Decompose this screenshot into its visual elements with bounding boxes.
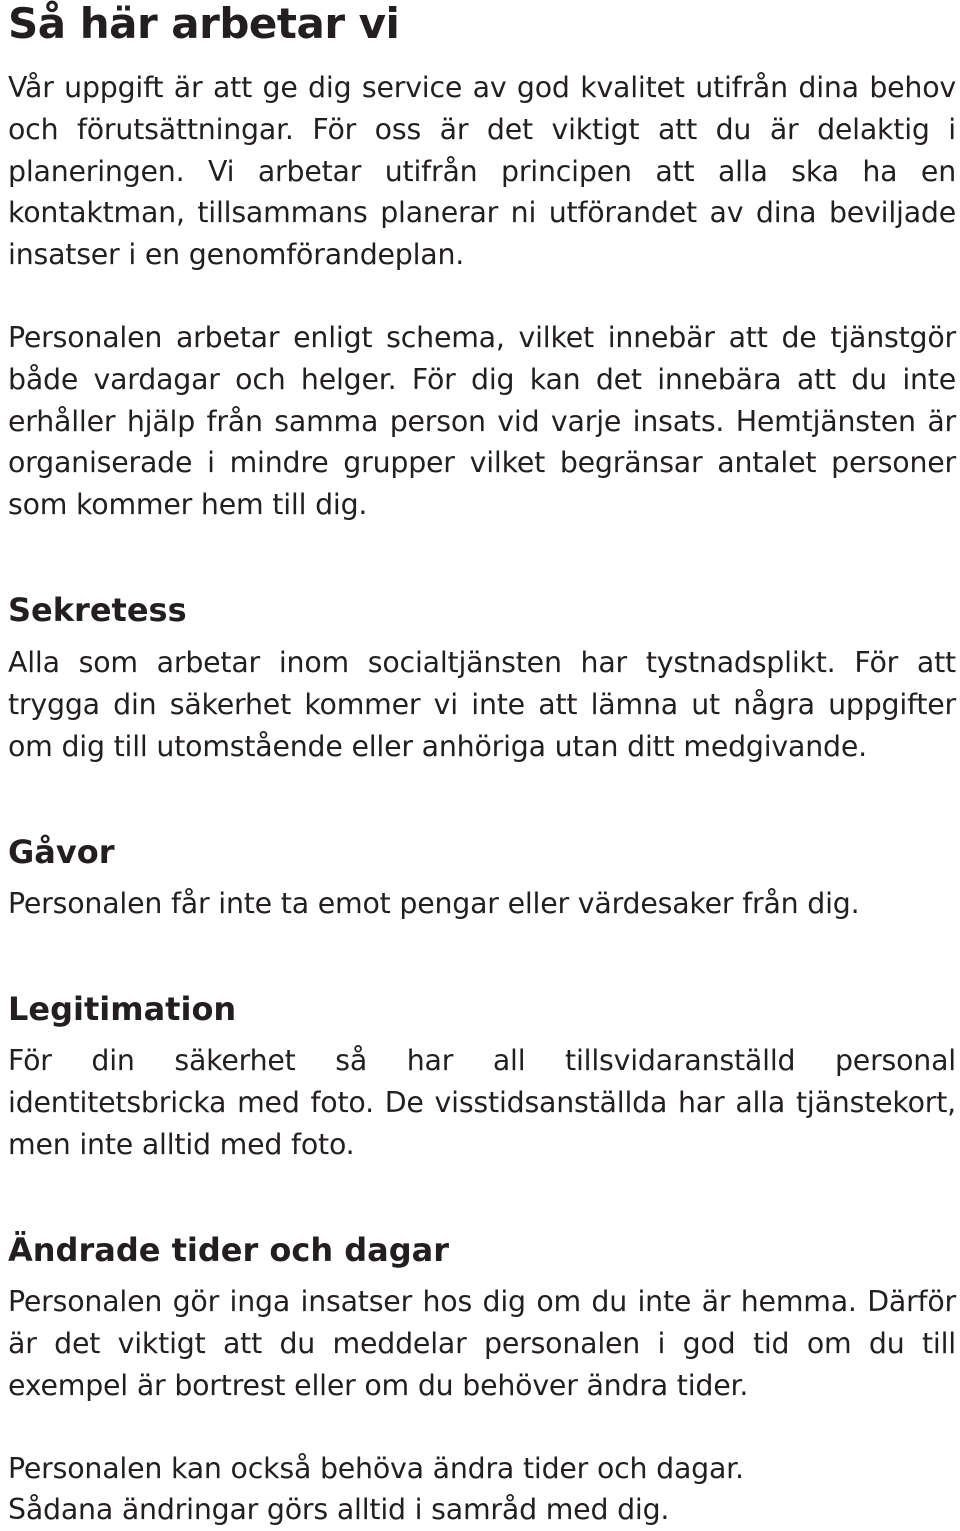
page-title: Så här arbetar vi <box>8 0 400 48</box>
andrade-tider-extra-line-1: Personalen kan också behöva ändra tider och dagar. <box>8 1452 744 1485</box>
section-heading-sekretess: Sekretess <box>8 591 187 629</box>
section-text-legitimation: För din säkerhet så har all tillsvidaranställd personal identitetsbricka med foto. De visstidsanställda har alla tjänstekort, men inte alltid med foto. <box>8 1044 956 1161</box>
section-text-sekretess: Alla som arbetar inom socialtjänsten har tystnadsplikt. För att trygga din säkerhet kommer vi inte att lämna ut några uppgifter om dig till utomstående eller anhöriga utan ditt medgivande. <box>8 646 956 763</box>
section-heading-andrade-tider: Ändrade tider och dagar <box>8 1231 450 1269</box>
intro-paragraph: Vår uppgift är att ge dig service av god kvalitet utifrån dina behov och förutsättningar. För oss är det viktigt att du är delaktig i planeringen. Vi arbetar utifrån principen att alla ska ha en kontaktman, tillsammans planerar ni utförandet av dina beviljade insatser i en genomförandeplan. <box>8 71 956 272</box>
section-heading-legitimation: Legitimation <box>8 990 237 1028</box>
schedule-paragraph: Personalen arbetar enligt schema, vilket innebär att de tjänstgör både vardagar och helger. För dig kan det innebära att du inte erhåller hjälp från samma person vid varje insats. Hemtjänsten är organiserade i mindre grupper vilket begränsar antalet personer som kommer hem till dig. <box>8 321 956 522</box>
andrade-tider-extra-line-2: Sådana ändringar görs alltid i samråd med dig. <box>8 1493 670 1526</box>
section-text-gavor: Personalen får inte ta emot pengar eller värdesaker från dig. <box>8 887 860 920</box>
section-heading-gavor: Gåvor <box>8 833 115 871</box>
section-text-andrade-tider: Personalen gör inga insatser hos dig om du inte är hemma. Därför är det viktigt att du meddelar personalen i god tid om du till exempel är bortrest eller om du behöver ändra tider. <box>8 1285 956 1402</box>
